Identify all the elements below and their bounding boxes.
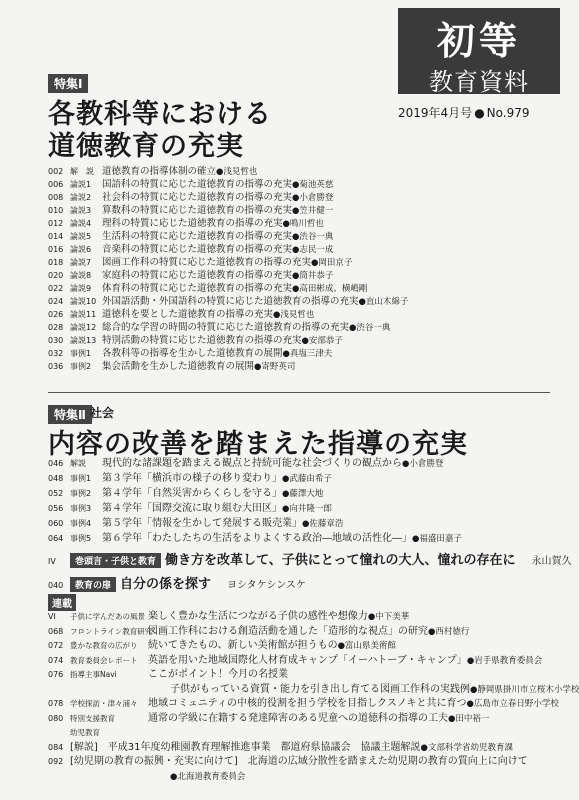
serial-badge: 連載 — [48, 594, 76, 611]
list-item — [48, 770, 563, 785]
item-author: ●藤澤大地 — [282, 489, 324, 499]
list-item — [48, 531, 563, 546]
item-page: 068 — [48, 626, 64, 636]
item-column: 幼児教育 — [70, 728, 100, 737]
item-kind: 解説 — [70, 459, 86, 468]
list-item — [48, 243, 563, 256]
issue-number: No.979 — [486, 106, 530, 120]
brand-title-main: 初等 — [436, 19, 521, 63]
item-title: 社会科の特質に応じた道徳教育の指導の充実 — [102, 192, 293, 203]
list-item — [48, 683, 579, 698]
item-author: ●岡田京子 — [311, 258, 353, 268]
special1-author: 永山賀久 — [531, 556, 572, 567]
item-kind: 論説7 — [70, 258, 92, 267]
feature1-title-line2: 道徳教育の充実 — [48, 131, 244, 162]
item-page: 024 — [48, 297, 64, 306]
item-page: 084 — [48, 742, 64, 752]
list-item — [48, 191, 563, 204]
item-title: 第４学年「国際交流に取り組む大田区」 — [102, 503, 282, 514]
item-title: 図画工作科の特質に応じた道徳教育の指導の充実 — [102, 257, 312, 268]
item-title: 国語科の特質に応じた道徳教育の指導の充実 — [102, 179, 293, 190]
item-author: ●笠井健一 — [292, 206, 334, 216]
item-author: ●静岡県掛川市立桜木小学校 — [470, 684, 579, 695]
item-page: 052 — [48, 489, 64, 498]
list-item — [48, 755, 563, 770]
item-author: ●広島市立春日野小学校 — [466, 699, 559, 709]
item-title: 体育科の特質に応じた道徳教育の指導の充実 — [102, 283, 293, 294]
list-item — [48, 501, 563, 516]
item-page: 022 — [48, 284, 64, 293]
item-column: 特別支援教育 — [70, 713, 115, 723]
item-kind: 解 説 — [70, 167, 94, 176]
item-title: 集会活動を生かした道徳教育の展開 — [102, 361, 255, 372]
special1-title: 働き方を改革して、子供にとって憧れの大人、憧れの存在に — [165, 553, 516, 568]
item-title: 楽しく豊かな生活につながる子供の感性や想像力 — [148, 611, 368, 622]
item-author: ●佐藤章浩 — [302, 519, 344, 529]
item-author: ●中下美華 — [367, 612, 410, 622]
item-kind: 論説4 — [70, 219, 92, 228]
special2-tag: 教育の扉 — [70, 577, 116, 592]
item-author: ●菊池英慈 — [292, 180, 334, 190]
list-item — [48, 321, 563, 334]
item-page: 028 — [48, 323, 64, 332]
item-title: 第６学年「わたしたちの生活をよりよくする政治―地域の活性化―」 — [102, 533, 412, 544]
list-item — [48, 295, 563, 308]
item-title: 第４学年「自然災害からくらしを守る」 — [102, 488, 282, 499]
item-author: ●鳴川哲也 — [282, 219, 324, 229]
item-title: 図画工作科における創造活動を通した「造形的な視点」の研究 — [148, 625, 428, 637]
item-kind: 論説3 — [70, 206, 92, 215]
item-page: 018 — [48, 258, 64, 267]
list-item — [48, 654, 563, 669]
list-item — [48, 625, 563, 640]
list-item — [48, 334, 563, 347]
item-kind: 事例2 — [70, 362, 92, 371]
item-author: ●武藤由希子 — [282, 474, 332, 484]
item-author: ●真塩三津夫 — [282, 349, 333, 359]
item-page: 076 — [48, 670, 64, 679]
list-item — [48, 697, 563, 712]
special-article-2 — [48, 570, 563, 593]
item-title: 算数科の特質に応じた道徳教育の指導の充実 — [102, 205, 293, 216]
item-kind: 事例2 — [70, 489, 92, 498]
item-kind: 論説6 — [70, 245, 92, 254]
item-column: 学校探訪・津々浦々 — [70, 699, 138, 708]
item-author: ●西村徳行 — [428, 626, 470, 637]
special1-page: IV — [48, 557, 56, 566]
item-page: 036 — [48, 362, 64, 371]
item-kind: 論説13 — [70, 336, 97, 345]
feature1-badge: 特集Ⅰ — [48, 74, 88, 93]
brand-box — [398, 8, 560, 94]
list-item — [48, 471, 563, 486]
list-item — [48, 516, 563, 531]
item-kind: 論説11 — [70, 310, 97, 319]
list-item — [48, 204, 563, 217]
item-page: 016 — [48, 245, 64, 254]
brand-title-sub: 教育資料 — [429, 68, 529, 96]
item-author: ●浅見哲也 — [273, 310, 315, 320]
list-item — [48, 308, 563, 321]
item-author: ●高田彬成、横嶋剛 — [292, 284, 368, 294]
item-author: ●渋谷一典 — [349, 323, 391, 333]
item-title: 道徳教育の指導体制の確立 — [102, 166, 217, 177]
item-author: ●岩手県教育委員会 — [466, 655, 543, 666]
list-item — [48, 741, 563, 756]
item-kind: 論説2 — [70, 193, 92, 202]
item-title: 英語を用いた地域国際化人材育成キャンプ「イーハトーブ・キャンプ」 — [148, 654, 467, 666]
item-author: ●富山県美術館 — [337, 641, 397, 651]
list-item — [48, 456, 563, 471]
item-page: 056 — [48, 504, 64, 513]
item-title: [幼児期の教育の振興・充実に向けて] 北海道の広域分散性を踏まえた幼児期の教育の質向上に向けて — [70, 756, 528, 767]
item-page: 092 — [48, 757, 64, 766]
list-item — [48, 230, 563, 243]
item-author: ●小倉勝登 — [402, 459, 444, 469]
item-page: 032 — [48, 349, 64, 358]
issue-date: 2019年4月号 — [398, 106, 473, 120]
item-page: 030 — [48, 336, 64, 345]
item-page: 072 — [48, 641, 64, 650]
item-author: ●北海道教育委員会 — [170, 771, 246, 782]
list-item — [48, 217, 563, 230]
item-page: 012 — [48, 219, 64, 228]
feature2-subtitle: 社会 — [90, 406, 115, 420]
item-page: 064 — [48, 534, 64, 543]
item-author: ●福盛田嘉子 — [412, 534, 462, 544]
list-item — [48, 165, 563, 178]
item-kind: 論説1 — [70, 180, 92, 189]
item-title: 理科の特質に応じた道徳教育の指導の充実 — [102, 218, 283, 229]
item-author: ●向井隆一郎 — [282, 504, 332, 514]
list-item — [48, 712, 563, 727]
item-title: 第５学年「情報を生かして発展する販売業」 — [102, 518, 302, 529]
item-author: ●小倉勝登 — [292, 193, 334, 203]
item-kind: 論説12 — [70, 323, 97, 332]
item-author: ●直山木綿子 — [358, 297, 409, 307]
item-page: VI — [48, 612, 56, 621]
item-title: 現代的な諸課題を踏まえる観点と持続可能な社会づくりの観点から — [102, 458, 402, 469]
feature2-badge: 特集Ⅱ — [48, 405, 92, 424]
item-page: 008 — [48, 193, 64, 202]
item-title — [70, 771, 170, 782]
serial-list — [48, 610, 579, 784]
item-page: 078 — [48, 699, 64, 708]
item-author: ●安部恭子 — [301, 336, 343, 346]
item-title: 生活科の特質に応じた道徳教育の指導の充実 — [102, 231, 293, 242]
list-item — [48, 347, 563, 360]
item-title: 通常の学級に在籍する発達障害のある児童への道徳科の指導の工夫 — [148, 712, 448, 724]
item-author: ●文部科学省幼児教育課 — [420, 742, 513, 753]
feature1-list — [48, 165, 563, 373]
list-item — [48, 282, 563, 295]
item-author: ●志民一成 — [292, 245, 334, 255]
item-kind: 事例4 — [70, 519, 92, 528]
item-title: 音楽科の特質に応じた道徳教育の指導の充実 — [102, 244, 293, 255]
item-author: ●浅見哲也 — [216, 167, 258, 177]
item-page: 006 — [48, 180, 64, 189]
item-page: 010 — [48, 206, 64, 215]
item-author: ●渋谷一典 — [292, 232, 334, 242]
item-title: 総合的な学習の時間の特質に応じた道徳教育の指導の充実 — [102, 322, 350, 333]
item-kind: 事例1 — [70, 474, 92, 483]
item-column: 豊かな教育の広がり — [70, 641, 138, 650]
item-page: 060 — [48, 519, 64, 528]
list-item — [48, 178, 563, 191]
list-item — [48, 726, 563, 741]
item-kind: 論説10 — [70, 297, 97, 306]
item-kind: 論説8 — [70, 271, 92, 280]
item-title: 第３学年「横浜市の様子の移り変わり」 — [102, 473, 282, 484]
item-page: 080 — [48, 713, 64, 723]
feature1-title-line1: 各教科等における — [48, 99, 272, 130]
item-page: 074 — [48, 655, 64, 665]
list-item — [48, 360, 563, 373]
item-page: 046 — [48, 459, 64, 468]
special-article-1 — [48, 546, 572, 569]
item-page: 048 — [48, 474, 64, 483]
item-kind: 論説5 — [70, 232, 92, 241]
item-title: 家庭科の特質に応じた道徳教育の指導の充実 — [102, 270, 293, 281]
special2-page: 040 — [48, 581, 64, 590]
issue-info: 2019年4月号 ● No.979 — [398, 106, 530, 120]
item-title: ここがポイント！今月の名授業 — [148, 669, 288, 680]
item-title: 地域コミュニティの中核的役割を担う学校を目指しクスノキと共に育つ — [148, 698, 467, 709]
list-item — [48, 486, 563, 501]
feature2-title: 内容の改善を踏まえた指導の充実 — [48, 429, 468, 460]
item-column: 子供に学んだあの風景 — [70, 612, 145, 621]
list-item — [48, 668, 563, 683]
section-divider — [48, 392, 550, 393]
item-title: 道徳科を要とした道徳教育の指導の充実 — [102, 309, 274, 320]
item-page: 014 — [48, 232, 64, 241]
special1-tag: 巻頭言・子供と教育 — [70, 553, 161, 568]
item-author: ●筒井恭子 — [292, 271, 334, 281]
item-kind: 事例5 — [70, 534, 92, 543]
item-author: ●寄野英司 — [254, 362, 296, 372]
item-column: 指導主事Navi — [70, 670, 117, 679]
item-title: 外国語活動・外国語科の特質に応じた道徳教育の指導の充実 — [102, 296, 359, 307]
list-item — [48, 256, 563, 269]
item-title: 各教科等の指導を生かした道徳教育の展開 — [102, 348, 283, 359]
item-kind: 事例1 — [70, 349, 92, 358]
item-page: 002 — [48, 167, 64, 176]
item-column: フロントライン教育研究 — [70, 626, 153, 636]
item-author: ●田中裕一 — [448, 713, 490, 724]
special2-title: 自分の係を探す — [120, 577, 212, 592]
list-item — [48, 269, 563, 282]
list-item — [48, 639, 563, 654]
item-page: 026 — [48, 310, 64, 319]
item-kind: 事例3 — [70, 504, 92, 513]
feature2-list — [48, 456, 563, 546]
item-title: [解説] 平成31年度幼稚園教育理解推進事業 都道府県協議会 協議主題解説 — [70, 741, 421, 753]
list-item — [48, 610, 563, 625]
item-kind: 論説9 — [70, 284, 92, 293]
special2-author: ヨシタケシンスケ — [227, 580, 306, 591]
item-column: 教育委員会レポート — [70, 655, 138, 665]
item-page: 020 — [48, 271, 64, 280]
item-title: 子供がもっている資質・能力を引き出し育てる図画工作科の実践例 — [170, 683, 470, 695]
item-title: 特別活動の特質に応じた道徳教育の指導の充実 — [102, 335, 302, 346]
item-title: 続いてきたもの、新しい美術館が担うもの — [148, 640, 338, 651]
